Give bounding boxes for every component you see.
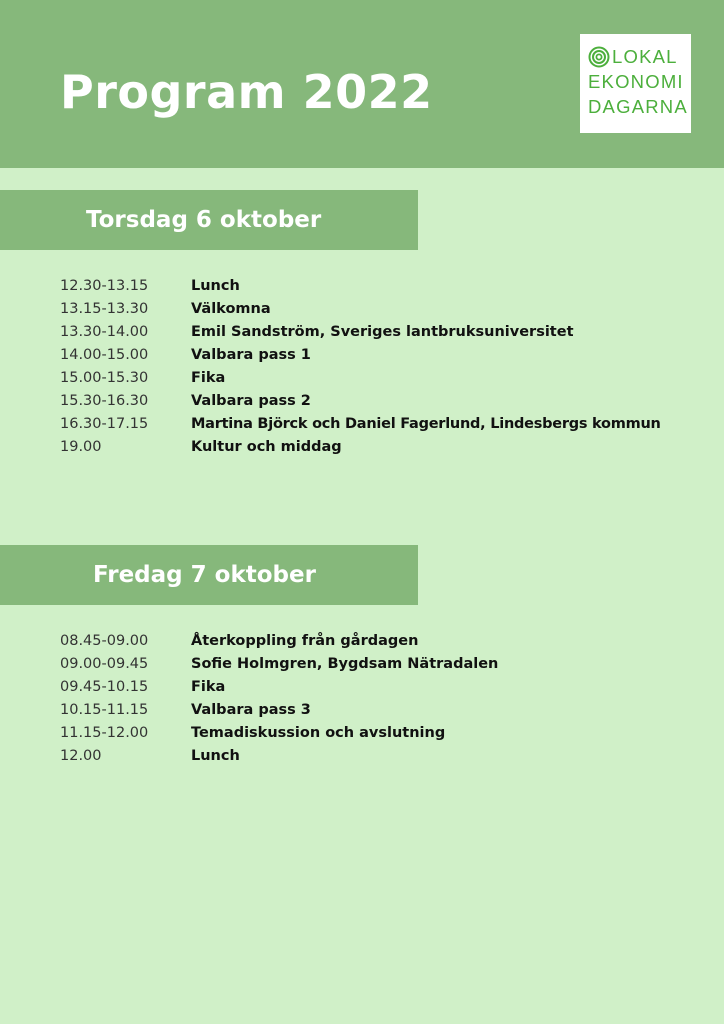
schedule-row	[60, 651, 498, 674]
time: 09.00-09.45	[60, 656, 149, 672]
event: Temadiskussion och avslutning	[191, 725, 446, 741]
time: 09.45-10.15	[60, 679, 149, 695]
time: 15.00-15.30	[60, 370, 149, 386]
schedule-row	[60, 273, 661, 296]
event: Sofie Holmgren, Bygdsam Nätradalen	[191, 656, 499, 672]
concentric-circles-icon	[588, 46, 610, 68]
event: Emil Sandström, Sveriges lantbruksuniversitet	[191, 324, 574, 340]
time: 19.00	[60, 439, 102, 455]
schedule-row	[60, 743, 498, 766]
time: 16.30-17.15	[60, 416, 149, 432]
time: 12.30-13.15	[60, 278, 149, 294]
logo	[580, 34, 691, 133]
schedule-row	[60, 319, 661, 342]
schedule-thursday	[60, 273, 661, 457]
schedule-friday	[60, 628, 498, 766]
schedule-row	[60, 720, 498, 743]
time: 14.00-15.00	[60, 347, 149, 363]
time: 13.15-13.30	[60, 301, 149, 317]
schedule-row	[60, 296, 661, 319]
event: Lunch	[191, 748, 240, 764]
schedule-row	[60, 342, 661, 365]
schedule-row	[60, 388, 661, 411]
header-banner	[0, 0, 724, 168]
page-title: Program 2022	[60, 65, 433, 119]
schedule-row	[60, 697, 498, 720]
event: Fika	[191, 370, 226, 386]
time: 08.45-09.00	[60, 633, 149, 649]
time: 11.15-12.00	[60, 725, 149, 741]
day-banner-thursday	[0, 190, 418, 250]
day-title-friday: Fredag 7 oktober	[93, 562, 316, 588]
schedule-row	[60, 628, 498, 651]
event: Valbara pass 1	[191, 347, 311, 363]
event: Kultur och middag	[191, 439, 342, 455]
event: Lunch	[191, 278, 240, 294]
logo-text-line-3: DAGARNA	[588, 96, 688, 117]
time: 15.30-16.30	[60, 393, 149, 409]
day-title-thursday: Torsdag 6 oktober	[86, 207, 322, 233]
event: Valbara pass 2	[191, 393, 311, 409]
event: Fika	[191, 679, 226, 695]
schedule-row	[60, 411, 661, 434]
schedule-row	[60, 674, 498, 697]
time: 13.30-14.00	[60, 324, 149, 340]
event: Valbara pass 3	[191, 702, 311, 718]
time: 12.00	[60, 748, 102, 764]
time: 10.15-11.15	[60, 702, 149, 718]
event: Välkomna	[191, 301, 271, 317]
logo-text-line-2: EKONOMI	[588, 71, 684, 92]
day-banner-friday	[0, 545, 418, 605]
schedule-row	[60, 365, 661, 388]
schedule-row	[60, 434, 661, 457]
event: Återkoppling från gårdagen	[191, 633, 419, 649]
event: Martina Björck och Daniel Fagerlund, Lindesbergs kommun	[191, 416, 661, 432]
logo-text-line-1: LOKAL	[612, 46, 678, 67]
